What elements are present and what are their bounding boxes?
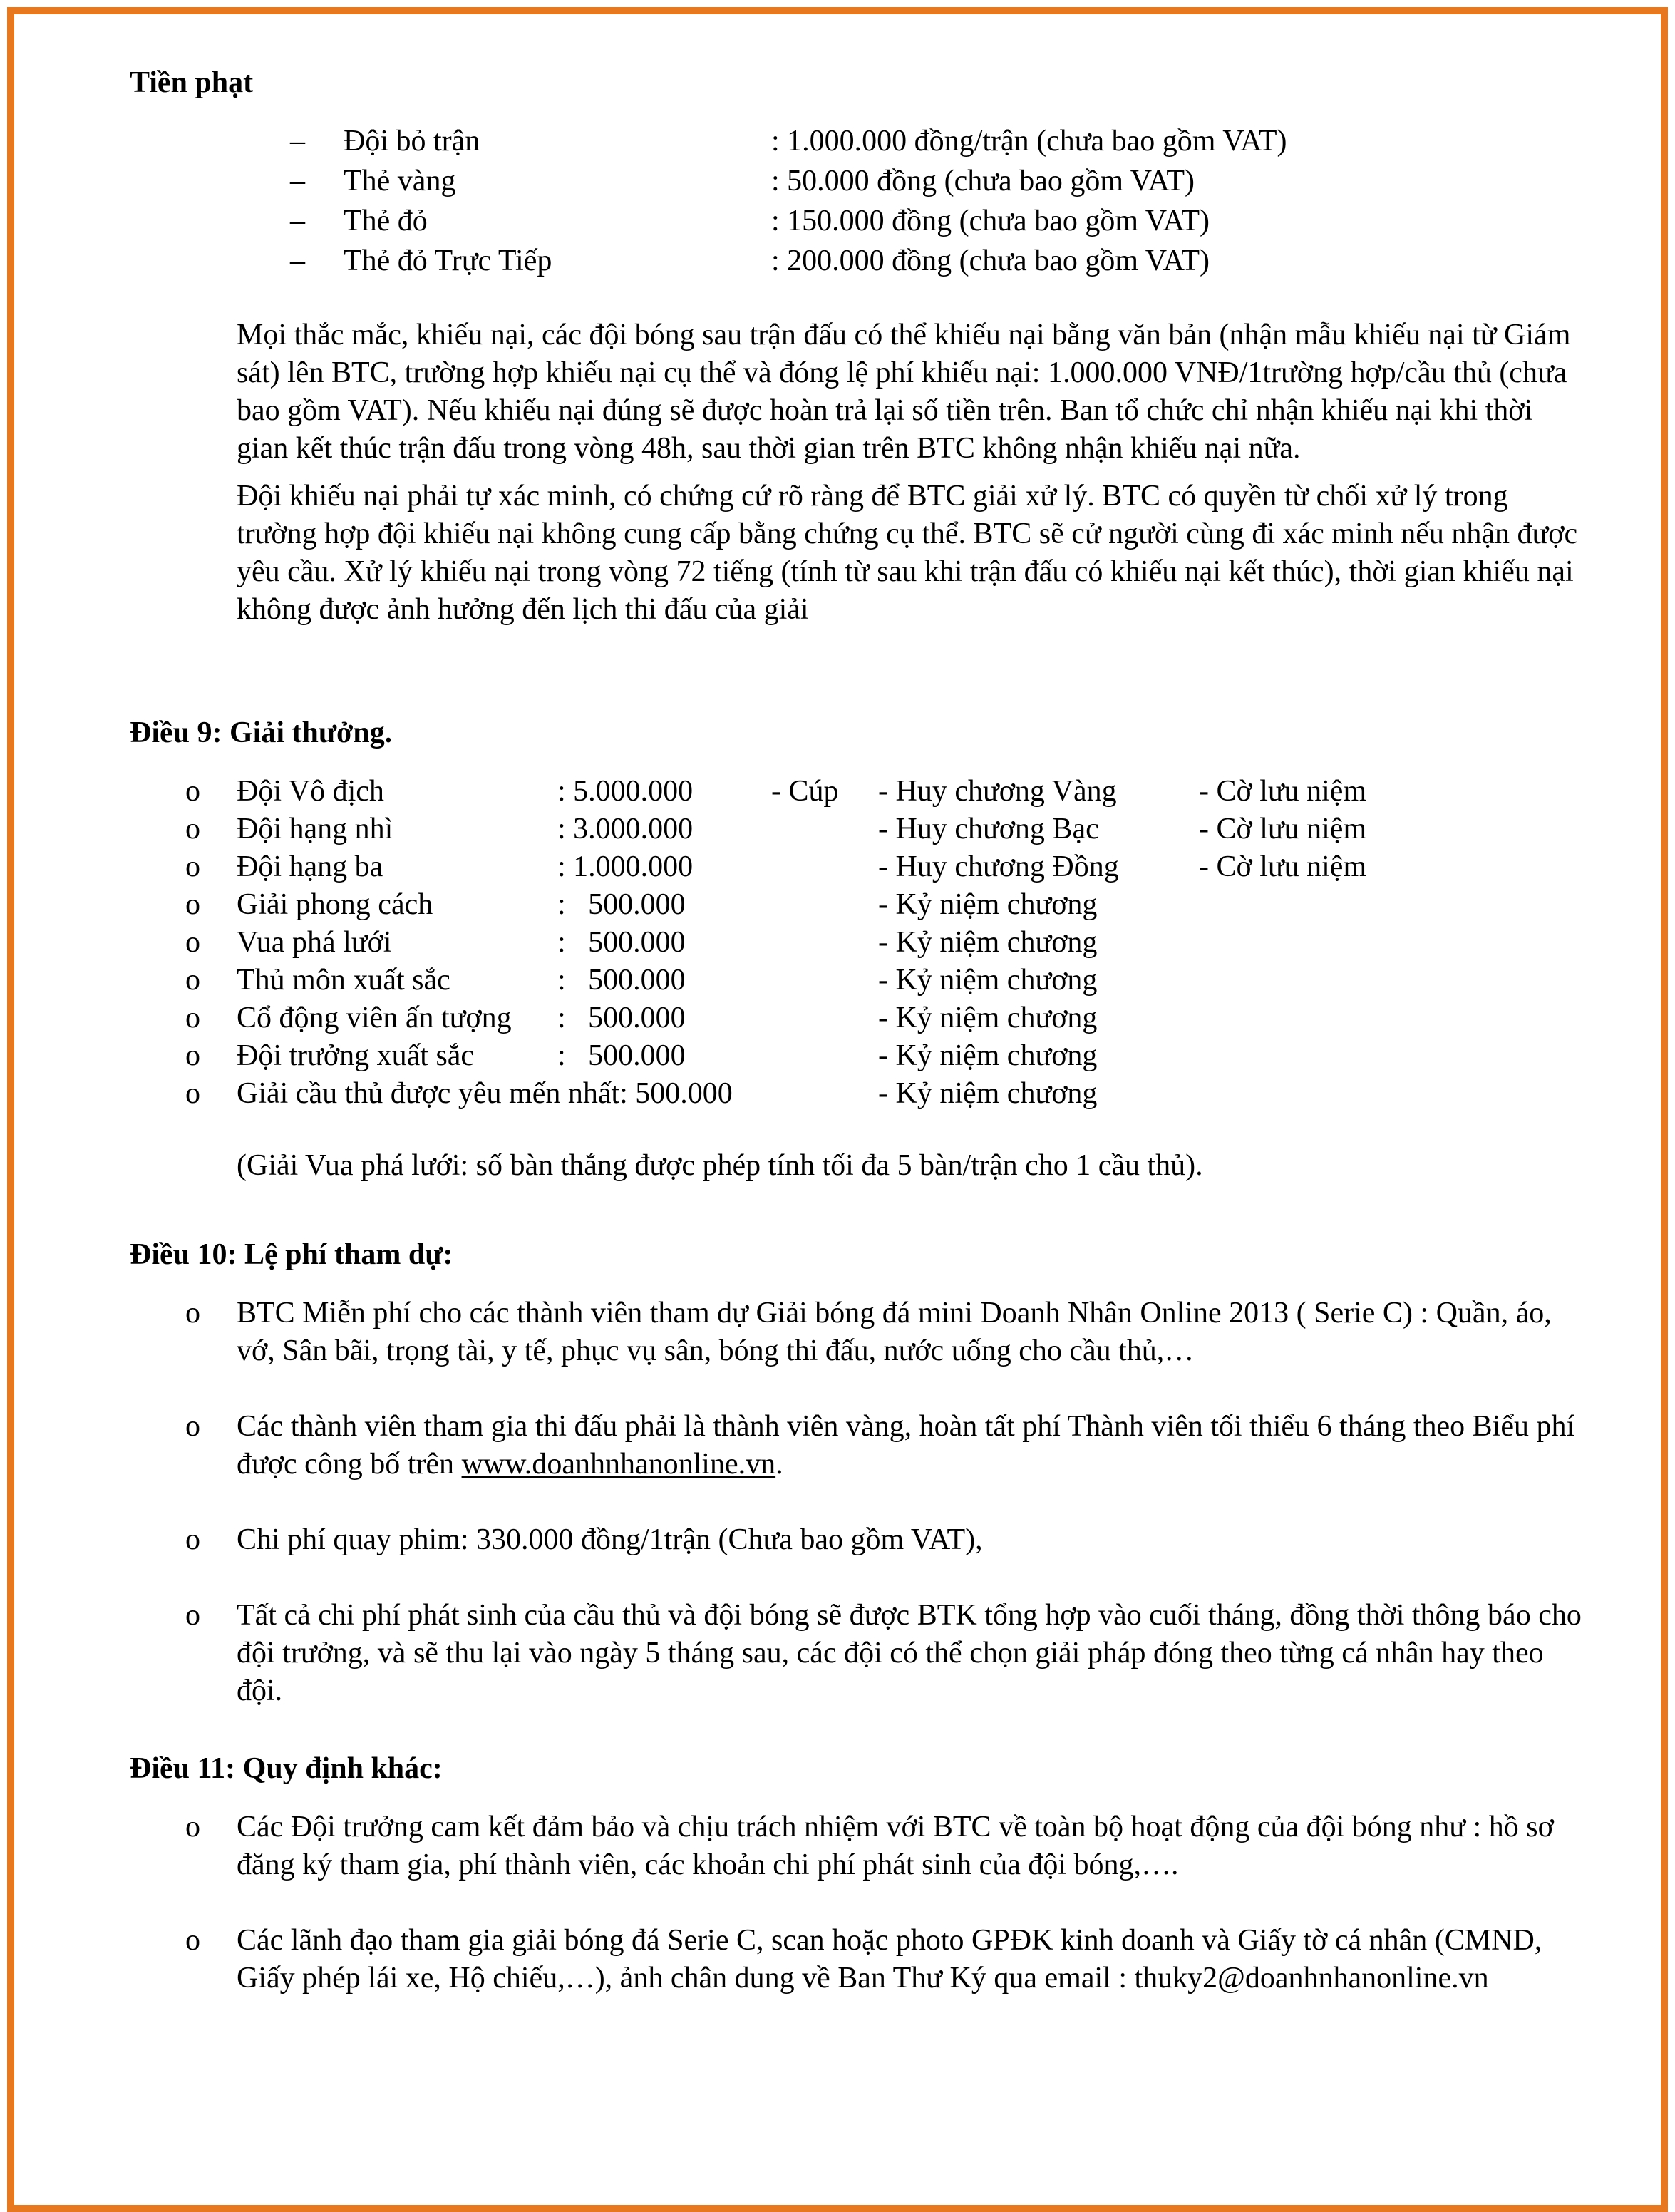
list-item-text-end: . [775, 1448, 783, 1481]
prize-amount: : 500.000 [557, 926, 686, 959]
prize-cup: - Cúp [771, 775, 839, 808]
prize-name: Đội trưởng xuất sắc [237, 1039, 475, 1072]
fines-list [130, 123, 1591, 282]
prize-flag: - Cờ lưu niệm [1199, 775, 1367, 808]
prize-name: Đội hạng ba [237, 850, 383, 883]
circle-bullet: o [185, 1924, 200, 1957]
prize-amount: : 3.000.000 [557, 813, 694, 845]
prize-row [130, 999, 1591, 1037]
circle-bullet: o [185, 775, 200, 808]
circle-bullet: o [185, 1039, 200, 1072]
prize-flag: - Cờ lưu niệm [1199, 850, 1367, 883]
prize-medal: - Huy chương Đồng [878, 850, 1119, 883]
prize-name: Đội Vô địch [237, 775, 384, 808]
circle-bullet: o [185, 1297, 200, 1329]
fine-value: : 200.000 đồng (chưa bao gồm VAT) [771, 245, 1210, 277]
fines-heading: Tiền phạt [130, 66, 254, 99]
list-item [130, 1521, 1591, 1559]
prize-name: Giải phong cách [237, 888, 433, 921]
prize-medal: - Kỷ niệm chương [878, 964, 1098, 997]
prize-row [130, 773, 1591, 811]
article10-list [130, 1295, 1591, 1710]
prize-amount: : 500.000 [557, 888, 686, 921]
list-item-text: Các Đội trưởng cam kết đảm bảo và chịu trách nhiệm với BTC về toàn bộ hoạt động của đội bóng như : hồ sơ đăng ký tham gia, phí thành viên, các khoản chi phí phát sinh của đội bóng,…. [237, 1811, 1554, 1881]
prize-amount: : 500.000 [557, 1039, 686, 1072]
prize-name: Giải cầu thủ được yêu mến nhất: 500.000 [237, 1077, 733, 1110]
prize-row [130, 848, 1591, 886]
prize-medal: - Kỷ niệm chương [878, 926, 1098, 959]
prize-row [130, 924, 1591, 962]
dash-bullet: – [290, 245, 305, 277]
fine-label: Đội bỏ trận [344, 125, 480, 158]
prize-medal: - Kỷ niệm chương [878, 1077, 1098, 1110]
prize-table [130, 773, 1591, 1113]
top-scorer-note: (Giải Vua phá lưới: số bàn thắng được phép tính tối đa 5 bàn/trận cho 1 cầu thủ). [237, 1149, 1203, 1182]
prize-flag: - Cờ lưu niệm [1199, 813, 1367, 845]
article11-list [130, 1809, 1591, 1997]
fine-value: : 150.000 đồng (chưa bao gồm VAT) [771, 205, 1210, 237]
circle-bullet: o [185, 926, 200, 959]
list-item [130, 1408, 1591, 1483]
fine-row [130, 163, 1591, 202]
dash-bullet: – [290, 125, 305, 158]
circle-bullet: o [185, 1811, 200, 1843]
list-item-text: Tất cả chi phí phát sinh của cầu thủ và đội bóng sẽ được BTK tổng hợp vào cuối tháng, đồng thời thông báo cho đội trưởng, và sẽ thu lại vào ngày 5 tháng sau, các đội có thể chọn giải pháp đóng theo từng cá nhân hay theo đội. [237, 1599, 1582, 1707]
prize-medal: - Huy chương Vàng [878, 775, 1117, 808]
prize-row [130, 962, 1591, 999]
fine-value: : 1.000.000 đồng/trận (chưa bao gồm VAT) [771, 125, 1287, 158]
prize-row [130, 811, 1591, 848]
circle-bullet: o [185, 1002, 200, 1034]
list-item-text: Các thành viên tham gia thi đấu phải là thành viên vàng, hoàn tất phí Thành viên tối thiểu 6 tháng theo Biểu phí được công bố trên [237, 1410, 1575, 1481]
prize-medal: - Huy chương Bạc [878, 813, 1099, 845]
complaint-paragraph: Mọi thắc mắc, khiếu nại, các đội bóng sau trận đấu có thể khiếu nại bằng văn bản (nhận mẫu khiếu nại từ Giám sát) lên BTC, trường hợp khiếu nại cụ thể và đóng lệ phí khiếu nại: 1.000.000 VNĐ/1trường hợp/cầu thủ (chưa bao gồm VAT). Nếu khiếu nại đúng sẽ được hoàn trả lại số tiền trên. Ban tổ chức chỉ nhận khiếu nại khi thời gian kết thúc trận đấu trong vòng 48h, sau thời gian trên BTC không nhận khiếu nại nữa. [237, 319, 1571, 465]
document-page [130, 64, 1591, 1997]
list-item-text: BTC Miễn phí cho các thành viên tham dự Giải bóng đá mini Doanh Nhân Online 2013 ( Serie C) : Quần, áo, vớ, Sân bãi, trọng tài, y tế, phục vụ sân, bóng thi đấu, nước uống cho cầu thủ,… [237, 1297, 1552, 1367]
circle-bullet: o [185, 964, 200, 997]
prize-row [130, 1037, 1591, 1075]
circle-bullet: o [185, 1410, 200, 1443]
dash-bullet: – [290, 165, 305, 197]
prize-medal: - Kỷ niệm chương [878, 1002, 1098, 1034]
prize-name: Thủ môn xuất sắc [237, 964, 450, 997]
list-item [130, 1922, 1591, 1997]
article9-heading: Điều 9: Giải thưởng. [130, 716, 393, 749]
circle-bullet: o [185, 888, 200, 921]
fine-value: : 50.000 đồng (chưa bao gồm VAT) [771, 165, 1195, 197]
fine-row [130, 202, 1591, 242]
list-item [130, 1597, 1591, 1710]
circle-bullet: o [185, 1077, 200, 1110]
prize-name: Đội hạng nhì [237, 813, 393, 845]
prize-amount: : 5.000.000 [557, 775, 694, 808]
fine-label: Thẻ vàng [344, 165, 456, 197]
circle-bullet: o [185, 1523, 200, 1556]
prize-amount: : 500.000 [557, 964, 686, 997]
list-item-text: Chi phí quay phim: 330.000 đồng/1trận (Chưa bao gồm VAT), [237, 1523, 983, 1556]
list-item-text: Các lãnh đạo tham gia giải bóng đá Serie C, scan hoặc photo GPĐK kinh doanh và Giấy tờ cá nhân (CMND, Giấy phép lái xe, Hộ chiếu,…), ảnh chân dung về Ban Thư Ký qua email : thuky2@doanhnhanonline.vn [237, 1924, 1542, 1995]
prize-name: Cổ động viên ấn tượng [237, 1002, 512, 1034]
prize-name: Vua phá lưới [237, 926, 392, 959]
prize-medal: - Kỷ niệm chương [878, 1039, 1098, 1072]
verification-paragraph: Đội khiếu nại phải tự xác minh, có chứng cứ rõ ràng để BTC giải xử lý. BTC có quyền từ chối xử lý trong trường hợp đội khiếu nại không cung cấp bằng chứng cụ thể. BTC sẽ cử người cùng đi xác minh nếu nhận được yêu cầu. Xử lý khiếu nại trong vòng 72 tiếng (tính từ sau khi trận đấu có khiếu nại kết thúc), thời gian khiếu nại không được ảnh hưởng đến lịch thi đấu của giải [237, 480, 1578, 626]
fine-row [130, 242, 1591, 282]
list-item [130, 1809, 1591, 1884]
list-item [130, 1295, 1591, 1370]
article11-heading: Điều 11: Quy định khác: [130, 1752, 443, 1785]
circle-bullet: o [185, 850, 200, 883]
fine-row [130, 123, 1591, 163]
circle-bullet: o [185, 1599, 200, 1632]
website-link[interactable]: www.doanhnhanonline.vn [461, 1448, 776, 1481]
fine-label: Thẻ đỏ Trực Tiếp [344, 245, 552, 277]
circle-bullet: o [185, 813, 200, 845]
prize-amount: : 1.000.000 [557, 850, 694, 883]
prize-amount: : 500.000 [557, 1002, 686, 1034]
fine-label: Thẻ đỏ [344, 205, 428, 237]
prize-row [130, 886, 1591, 924]
dash-bullet: – [290, 205, 305, 237]
prize-row [130, 1075, 1591, 1113]
article10-heading: Điều 10: Lệ phí tham dự: [130, 1238, 453, 1271]
prize-medal: - Kỷ niệm chương [878, 888, 1098, 921]
